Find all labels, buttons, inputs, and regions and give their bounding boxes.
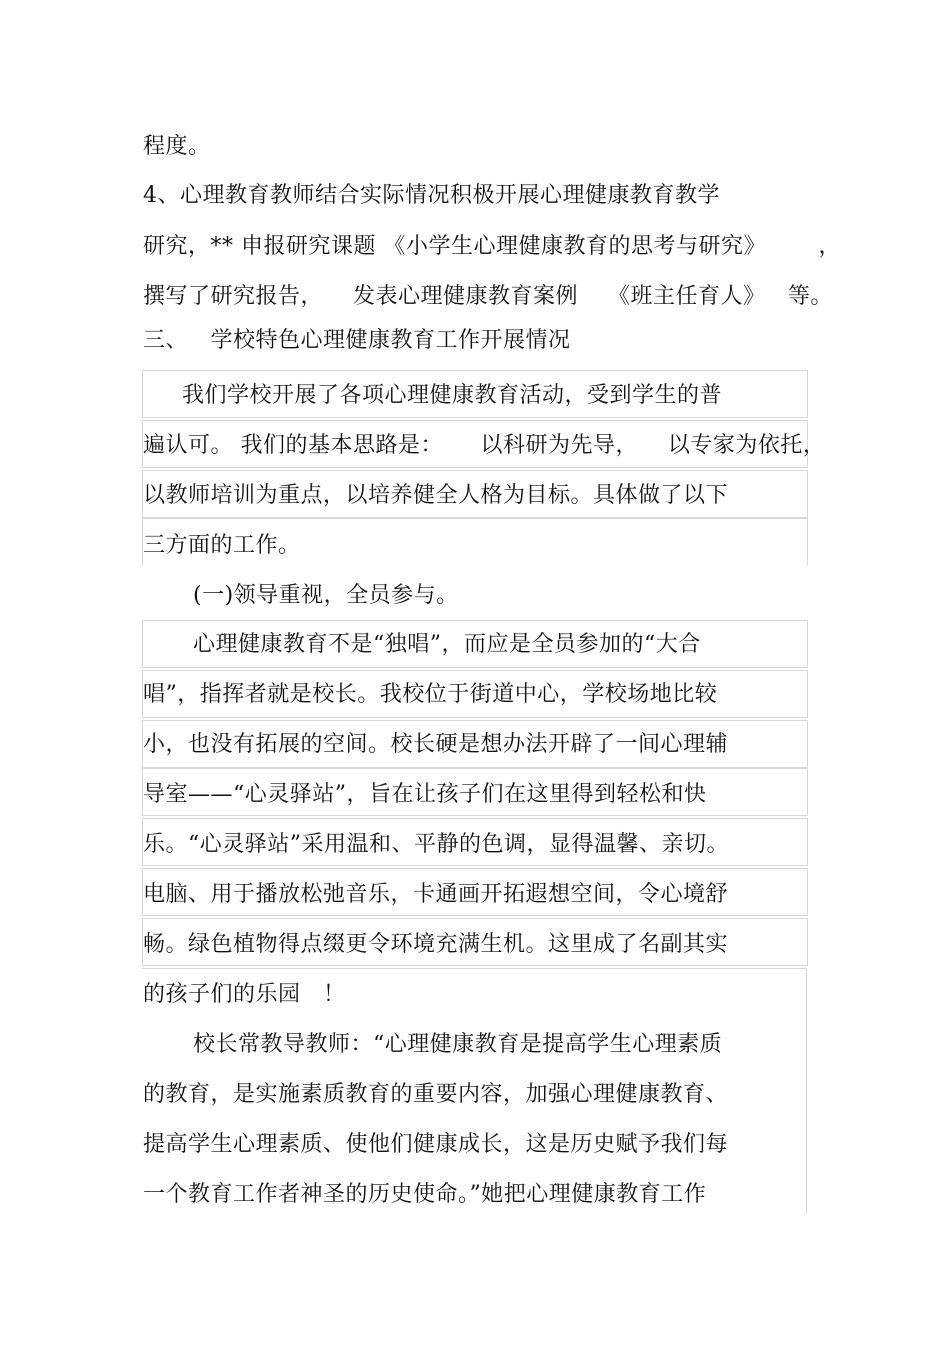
paragraph-line: 以教师培训为重点，以培养健全人格为目标。具体做了以下 — [143, 483, 729, 508]
paragraph-line: 一个教育工作者神圣的历史使命。”她把心理健康教育工作 — [143, 1182, 707, 1207]
paragraph-line: 的教育，是实施素质教育的重要内容，加强心理健康教育、 — [143, 1082, 729, 1107]
section-heading: 三、 学校特色心理健康教育工作开展情况 — [143, 328, 571, 353]
paragraph-line: 提高学生心理素质、使他们健康成长，这是历史赋予我们每 — [143, 1132, 729, 1157]
list-item-text: 研究，** 申报研究课题 《小学生心理健康教育的思考与研究》 ， — [143, 234, 841, 259]
body-text-line: 程度。 — [143, 134, 211, 159]
paragraph-line: 乐。“心灵驿站”采用温和、平静的色调，显得温馨、亲切。 — [143, 832, 729, 857]
paragraph-line: 唱”，指挥者就是校长。我校位于街道中心，学校场地比较 — [143, 682, 718, 707]
paragraph-line: 校长常教导教师：“心理健康教育是提高学生心理素质 — [193, 1032, 723, 1057]
list-item-text: 撰写了研究报告， 发表心理健康教育案例 《班主任育人》 等。 — [143, 284, 833, 309]
subsection-heading: (一)领导重视，全员参与。 — [193, 583, 459, 608]
paragraph-line: 导室——“心灵驿站”，旨在让孩子们在这里得到轻松和快 — [143, 782, 707, 807]
paragraph-line: 畅。绿色植物得点缀更令环境充满生机。这里成了名副其实 — [143, 932, 729, 957]
paragraph-line: 的孩子们的乐园 ！ — [143, 982, 346, 1007]
paragraph-line: 心理健康教育不是“独唱”，而应是全员参加的“大合 — [193, 632, 701, 657]
paragraph-line: 三方面的工作。 — [143, 533, 301, 558]
paragraph-line: 遍认可。 我们的基本思路是： 以科研为先导， 以专家为依托， — [143, 433, 826, 458]
paragraph-line: 我们学校开展了各项心理健康教育活动，受到学生的普 — [182, 383, 723, 408]
paragraph-line: 电脑、用于播放松弛音乐，卡通画开拓遐想空间，令心境舒 — [143, 882, 729, 907]
paragraph-line: 小，也没有拓展的空间。校长硬是想办法开辟了一间心理辅 — [143, 732, 729, 757]
list-item-text: 4、心理教育教师结合实际情况积极开展心理健康教育教学 — [143, 183, 720, 208]
